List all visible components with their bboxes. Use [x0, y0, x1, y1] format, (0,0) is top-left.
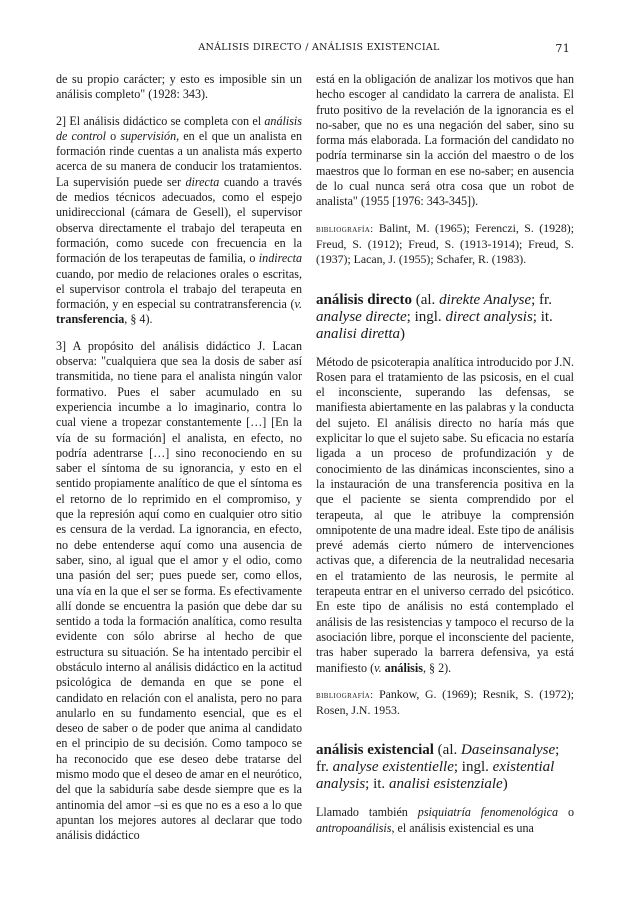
bibliography-1: bibliografía: Balint, M. (1965); Ferenczi, S. (1928); Freud, S. (1912); Freud, S. (1913-1914); Freud, S. (1937); Lacan, J. (1955); Schafer, R. (1983). [316, 220, 574, 267]
bibliography-2: bibliografía: Pankow, G. (1969); Resnik, S. (1972); Rosen, J.N. 1953. [316, 686, 574, 718]
bibliography-label: bibliografía: [316, 223, 374, 235]
paragraph-continuation-right: está en la obligación de analizar los motivos que han hecho escoger al candidato la carrera de analista. El fruto positivo de la revelación de la ignorancia es el no-saber, que no es una negación del saber, sino su forma más elaborada. La formación del candidato no podría terminarse sin la acción del maestro o de los maestros que lo forman en ese no-saber; en ausencia de lo cual nunca será otra cosa que un robot de analista" (1955 [1976: 343-345]). [316, 72, 574, 209]
paragraph-supervision: 2] El análisis didáctico se completa con el análisis de control o supervisión, en el que un analista en formación rinde cuentas a un analista más experto acerca de su manera de conducir los tratamientos. La supervisión puede ser directa cuando a través de medios técnicos adecuados, como el espejo unidireccional (cámara de Gesell), el supervisor observa directamente el trabajo del terapeuta en formación, como sucede con frecuencia en la formación de los terapeutas de familia, o indirecta cuando, por medio de relaciones orales o escritas, el supervisor controla el trabajo del terapeuta en formación, y en especial su contratransferencia (v. transferencia, § 4). [56, 113, 302, 327]
entry-body-analisis-existencial: Llamado también psiquiatría fenomenológica o antropoanálisis, el análisis existencial es una [316, 805, 574, 835]
entry-heading-analisis-existencial: análisis existencial (al. Daseinsanalyse; fr. analyse existentielle; ingl. existential analysis; it. analisi esistenziale) [316, 742, 560, 793]
cross-reference-link: análisis [384, 660, 423, 675]
entry-heading-analisis-directo: análisis directo (al. direkte Analyse; fr. analyse directe; ingl. direct analysis; it. analisi diretta) [316, 291, 553, 342]
running-header [0, 42, 638, 56]
page-number: 71 [555, 42, 570, 55]
entry-body-analisis-directo: Método de psicoterapia analítica introducido por J.N. Rosen para el tratamiento de las psicosis, en el cual el inconsciente, superando las defensas, se manifiesta abiertamente en las palabras y la conducta del sujeto. El análisis directo no haría más que explicitar lo que el sujeto sabe. Su eficacia no estaría ligada a un proceso de profundización y de conocimiento de las dinámicas inconscientes, sino a la instauración de una transferencia positiva en la que el paciente se sienta comprendido por el terapeuta, al que le atribuye la comprensión omnipotente de una madre ideal. Este tipo de análisis prevé además cierto número de intervenciones activas que, a diferencia de la neutralidad necesaria en el tratamiento de las neurosis, le permite al terapeuta entrar en el universo cerrado del psicótico. En este tipo de análisis no está contemplado el análisis de las resistencias y tampoco el recurso de la asociación libre, porque el inconsciente del paciente, tras haber superado la barrera defensiva, ya está manifiesto (v. análisis, § 2). [316, 354, 574, 675]
cross-reference-link: transferencia [56, 312, 125, 327]
paragraph-continuation: de su propio carácter; y esto es imposible sin un análisis completo" (1928: 343). [56, 72, 302, 102]
bibliography-label: bibliografía: [316, 689, 374, 701]
right-column [316, 72, 574, 836]
running-title: ANÁLISIS DIRECTO / ANÁLISIS EXISTENCIAL [198, 42, 440, 53]
paragraph-lacan: 3] A propósito del análisis didáctico J. Lacan observa: "cualquiera que sea la dosis de saber así transmitida, no tiene para el analista ningún valor formativo. Pues el saber acumulado en su experiencia incumbe a lo imaginario, contra lo cual viene a tropezar constantemente […] [En la vía de su formación] el analista, en efecto, no podría adentrarse […] sino reconociendo en su saber el síntoma de su ignorancia, y esto en el sentido propiamente analítico de que el síntoma es el retorno de lo reprimido en el compromiso, y que la represión aquí como en cualquier otro sitio es censura de la verdad. La ignorancia, en efecto, no debe entenderse aquí como una ausencia de saber, sino, al igual que el amor y el odio, como una pasión del ser; pues puede ser, como ellos, una vía en la que el ser se forma. Es efectivamente allí donde se encuentra la pasión que debe dar su sentido a toda la formación analítica, como resulta evidente con sólo abrirse al hecho de que estructura su situación. Se ha intentado percibir el obstáculo interno al análisis didáctico en la actitud psicológica de demanda en que se pone el candidato en relación con el analista, pero no para anularlo en su fundamento esencial, que es el deseo de saber o de poder que anima al candidato en el principio de su decisión. Como tampoco se ha reconocido que ese deseo debe tratarse del mismo modo que el deseo de amar en el neurótico, del que la sabiduría sabe desde siempre que es la antinomia del amor –si es que no es a eso a lo que apuntan los mejores autores al declarar que todo análisis didáctico [56, 338, 302, 843]
left-column [56, 72, 302, 844]
